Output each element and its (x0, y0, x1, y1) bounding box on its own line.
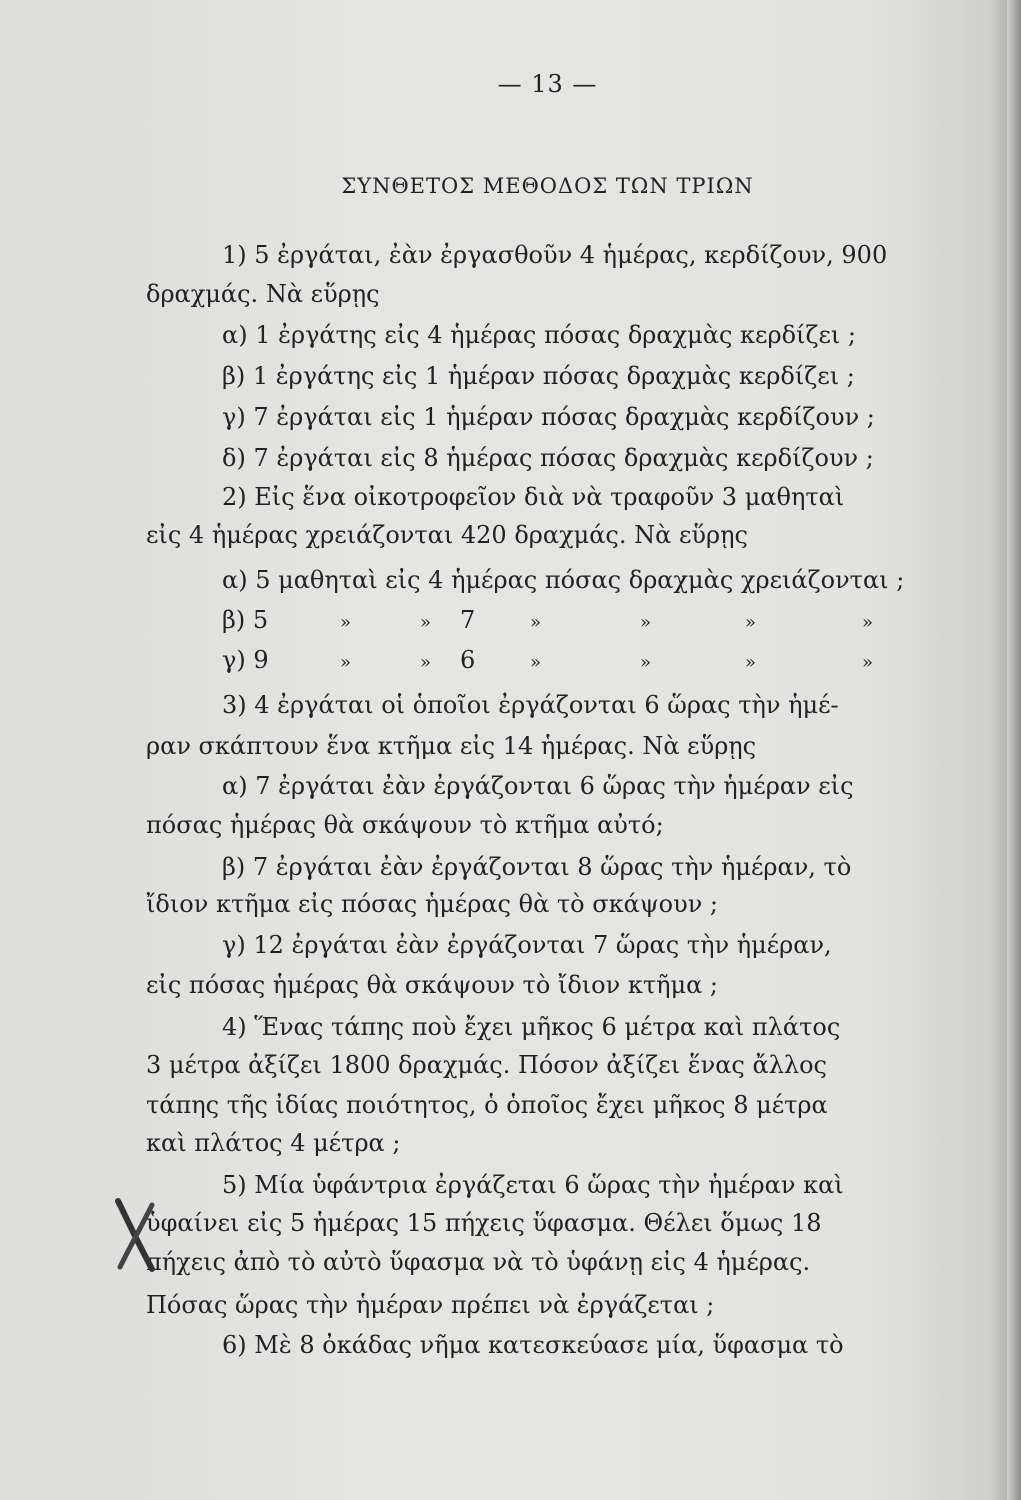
text-line: τάπης τῆς ἰδίας ποιότητος, ὁ ὁποῖος ἔχει μῆκος 8 μέτρα (146, 1091, 828, 1119)
ditto-row-label: β) 5 (222, 606, 269, 634)
text-line: πήχεις ἀπὸ τὸ αὐτὸ ὕφασμα νὰ τὸ ὑφάνῃ εἰς 4 ἡμέρας. (146, 1248, 811, 1276)
text-line: καὶ πλάτος 4 μέτρα ; (146, 1129, 401, 1157)
ditto-mark: » (640, 652, 652, 673)
text-line: ὑφαίνει εἰς 5 ἡμέρας 15 πήχεις ὕφασμα. Θέλει ὅμως 18 (146, 1209, 822, 1237)
text-line: α) 1 ἐργάτης εἰς 4 ἡμέρας πόσας δραχμὰς κερδίζει ; (222, 321, 857, 349)
ditto-row-label: γ) 9 (222, 646, 269, 674)
text-line: γ) 7 ἐργάται εἰς 1 ἡμέραν πόσας δραχμὰς κερδίζουν ; (222, 403, 875, 431)
ditto-mark: » (340, 652, 352, 673)
text-line: εἰς 4 ἡμέρας χρειάζονται 420 δραχμάς. Νὰ εὕρῃς (146, 521, 748, 549)
text-line: 2) Εἰς ἕνα οἰκοτροφεῖον διὰ νὰ τραφοῦν 3 μαθηταὶ (222, 483, 845, 511)
page-edge (1007, 0, 1021, 1500)
text-line: δραχμάς. Νὰ εὕρῃς (146, 280, 380, 308)
ditto-mark: » (640, 612, 652, 633)
text-line: β) 1 ἐργάτης εἰς 1 ἡμέραν πόσας δραχμὰς κερδίζει ; (222, 362, 855, 390)
text-line: 1) 5 ἐργάται, ἐὰν ἐργασθοῦν 4 ἡμέρας, κερδίζουν, 900 (222, 241, 888, 269)
ditto-mark: » (862, 652, 874, 673)
text-line: ραν σκάπτουν ἕνα κτῆμα εἰς 14 ἡμέρας. Νὰ εὕρῃς (146, 732, 757, 760)
text-line: εἰς πόσας ἡμέρας θὰ σκάψουν τὸ ἴδιον κτῆμα ; (146, 971, 719, 999)
ditto-mark: » (745, 652, 757, 673)
page-number: — 13 — (497, 70, 598, 98)
text-line: 5) Μία ὑφάντρια ἐργάζεται 6 ὥρας τὴν ἡμέραν καὶ (222, 1171, 844, 1199)
ditto-row-value: 7 (460, 606, 476, 634)
ditto-row-value: 6 (460, 646, 476, 674)
pencil-mark-icon (112, 1195, 158, 1275)
text-line: 6) Μὲ 8 ὀκάδας νῆμα κατεσκεύασε μία, ὕφασμα τὸ (222, 1331, 844, 1359)
ditto-mark: » (530, 612, 542, 633)
text-line: 3) 4 ἐργάται οἱ ὁποῖοι ἐργάζονται 6 ὥρας τὴν ἡμέ- (222, 691, 839, 719)
section-heading: ΣΥΝΘΕΤΟΣ ΜΕΘΟΔΟΣ ΤΩΝ ΤΡΙΩΝ (341, 174, 754, 198)
text-line: ἴδιον κτῆμα εἰς πόσας ἡμέρας θὰ τὸ σκάψουν ; (146, 890, 719, 918)
text-line: δ) 7 ἐργάται εἰς 8 ἡμέρας πόσας δραχμὰς κερδίζουν ; (222, 444, 874, 472)
text-line: α) 5 μαθηταὶ εἰς 4 ἡμέρας πόσας δραχμὰς χρειάζονται ; (222, 566, 905, 594)
text-line: α) 7 ἐργάται ἐὰν ἐργάζονται 6 ὥρας τὴν ἡμέραν εἰς (222, 772, 854, 800)
ditto-mark: » (420, 612, 432, 633)
text-line: πόσας ἡμέρας θὰ σκάψουν τὸ κτῆμα αὐτό; (146, 811, 664, 839)
ditto-mark: » (420, 652, 432, 673)
text-line: β) 7 ἐργάται ἐὰν ἐργάζονται 8 ὥρας τὴν ἡμέραν, τὸ (222, 853, 852, 881)
text-line: 4) Ἕνας τάπης ποὺ ἔχει μῆκος 6 μέτρα καὶ πλάτος (222, 1013, 841, 1041)
ditto-mark: » (530, 652, 542, 673)
text-line: 3 μέτρα ἀξίζει 1800 δραχμάς. Πόσον ἀξίζει ἕνας ἄλλος (146, 1051, 827, 1079)
ditto-mark: » (745, 612, 757, 633)
ditto-mark: » (340, 612, 352, 633)
ditto-mark: » (862, 612, 874, 633)
text-line: Πόσας ὥρας τὴν ἡμέραν πρέπει νὰ ἐργάζεται ; (146, 1291, 715, 1319)
text-line: γ) 12 ἐργάται ἐὰν ἐργάζονται 7 ὥρας τὴν ἡμέραν, (222, 931, 832, 959)
